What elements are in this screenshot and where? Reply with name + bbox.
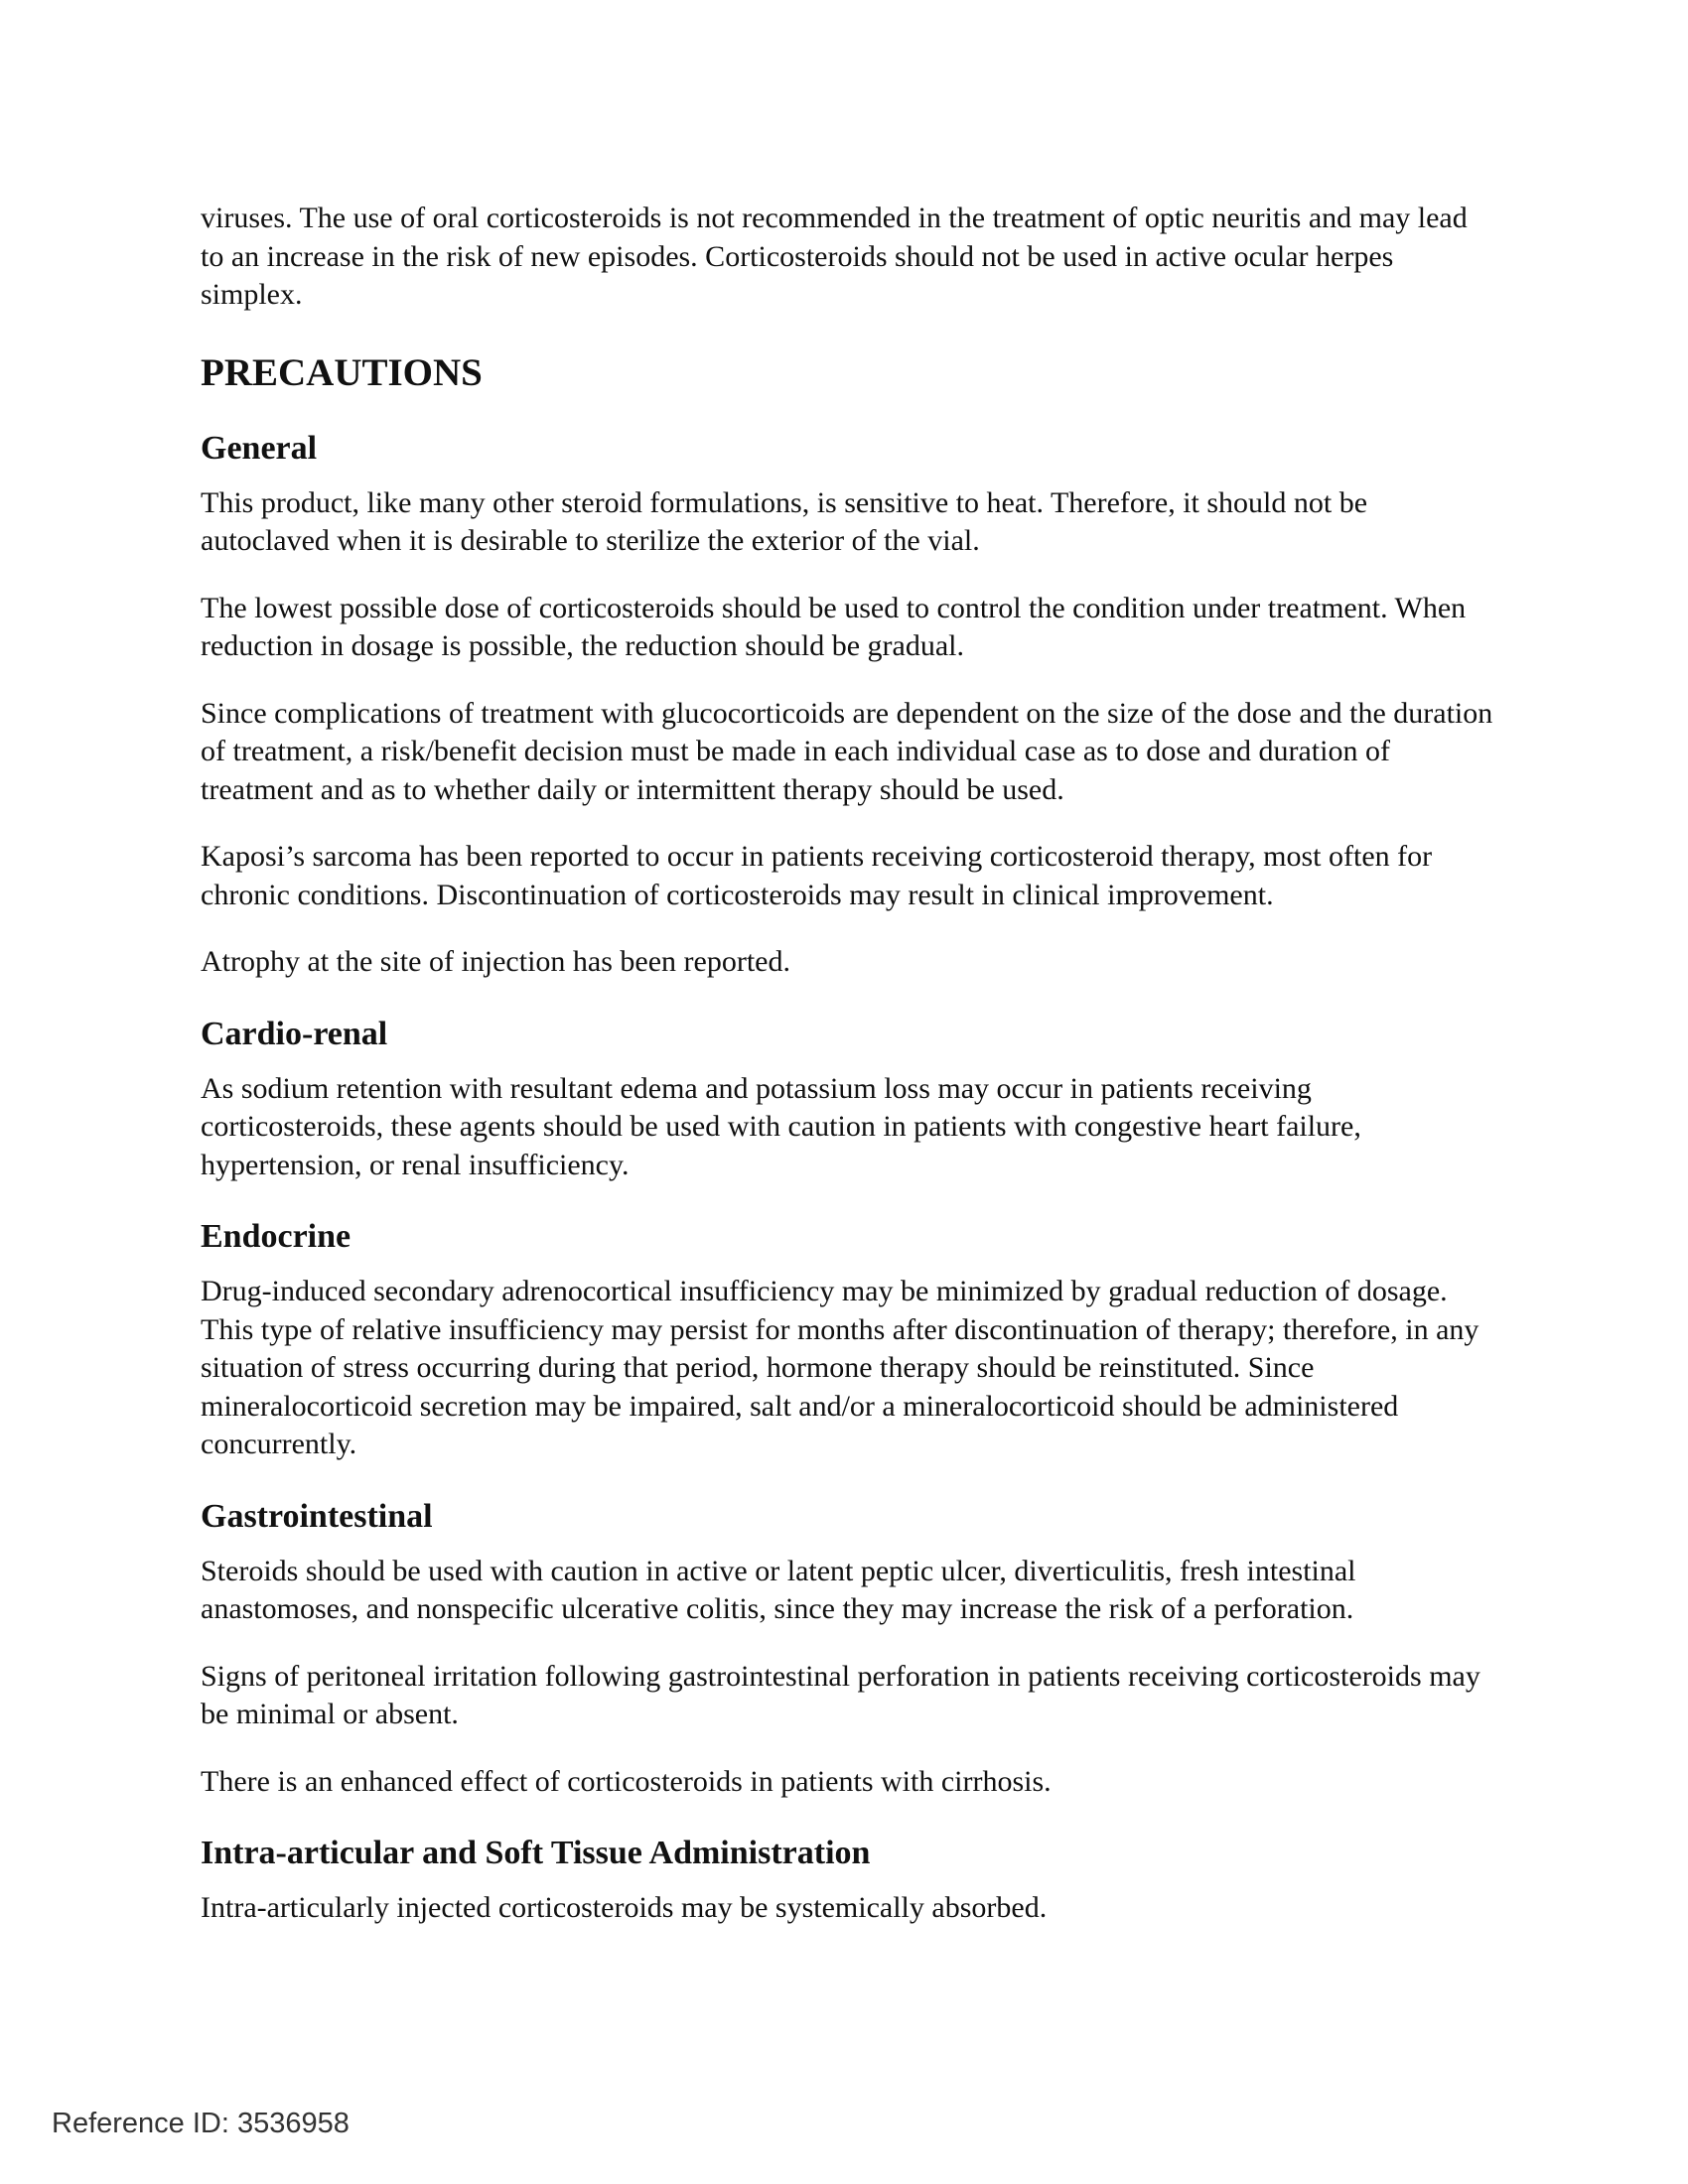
section-heading-endocrine: Endocrine	[201, 1218, 352, 1255]
intro-paragraph: viruses. The use of oral corticosteroids is not recommended in the treatment of optic neuritis and may lead to an increase in the risk of new episodes. Corticosteroids should not be used in active ocular herpes simplex.	[201, 202, 1468, 311]
precautions-heading: PRECAUTIONS	[201, 350, 483, 394]
section-heading-cardio-renal: Cardio-renal	[201, 1015, 388, 1052]
paragraph: There is an enhanced effect of corticosteroids in patients with cirrhosis.	[201, 1764, 1052, 1798]
paragraph: As sodium retention with resultant edema and potassium loss may occur in patients receiving corticosteroids, these agents should be used with caution in patients with congestive heart failure, hypertension, or renal insufficiency.	[201, 1071, 1361, 1181]
paragraph: Signs of peritoneal irritation following gastrointestinal perforation in patients receiving corticosteroids may be minimal or absent.	[201, 1659, 1480, 1730]
paragraph: Since complications of treatment with glucocorticoids are dependent on the size of the dose and the duration of treatment, a risk/benefit decision must be made in each individual case as to dose and duration of treatment and as to whether daily or intermittent therapy should be used.	[201, 696, 1493, 806]
section-heading-gastrointestinal: Gastrointestinal	[201, 1497, 433, 1535]
paragraph: Atrophy at the site of injection has been reported.	[201, 945, 790, 978]
paragraph: The lowest possible dose of corticosteroids should be used to control the condition under treatment. When reduction in dosage is possible, the reduction should be gradual.	[201, 591, 1467, 662]
section-heading-intra-articular: Intra-articular and Soft Tissue Administration	[201, 1835, 871, 1871]
paragraph: Steroids should be used with caution in active or latent peptic ulcer, diverticulitis, fresh intestinal anastomoses, and nonspecific ulcerative colitis, since they may increase the risk of a perforation.	[201, 1554, 1356, 1625]
section-gastrointestinal	[201, 1496, 1493, 1802]
paragraph: Drug-induced secondary adrenocortical insufficiency may be minimized by gradual reduction of dosage. This type of relative insufficiency may persist for months after discontinuation of therapy; therefore, in any situation of stress occurring during that period, hormone therapy should be reinstituted. Since mineralocorticoid secretion may be impaired, salt and/or a mineralocorticoid should be administered concurrently.	[201, 1275, 1479, 1460]
section-general	[201, 428, 1493, 982]
section-cardio-renal	[201, 1014, 1493, 1185]
paragraph: Intra-articularly injected corticosteroids may be systemically absorbed.	[201, 1891, 1048, 1924]
document-content	[201, 200, 1493, 1957]
paragraph: Kaposi’s sarcoma has been reported to occur in patients receiving corticosteroid therapy, most often for chronic conditions. Discontinuation of corticosteroids may result in clinical improvement.	[201, 840, 1433, 911]
paragraph: This product, like many other steroid formulations, is sensitive to heat. Therefore, it should not be autoclaved when it is desirable to sterilize the exterior of the vial.	[201, 485, 1368, 557]
section-heading-general: General	[201, 429, 318, 467]
section-endocrine	[201, 1216, 1493, 1464]
section-intra-articular	[201, 1833, 1493, 1928]
footer-reference-id: Reference ID: 3536958	[52, 2108, 350, 2139]
